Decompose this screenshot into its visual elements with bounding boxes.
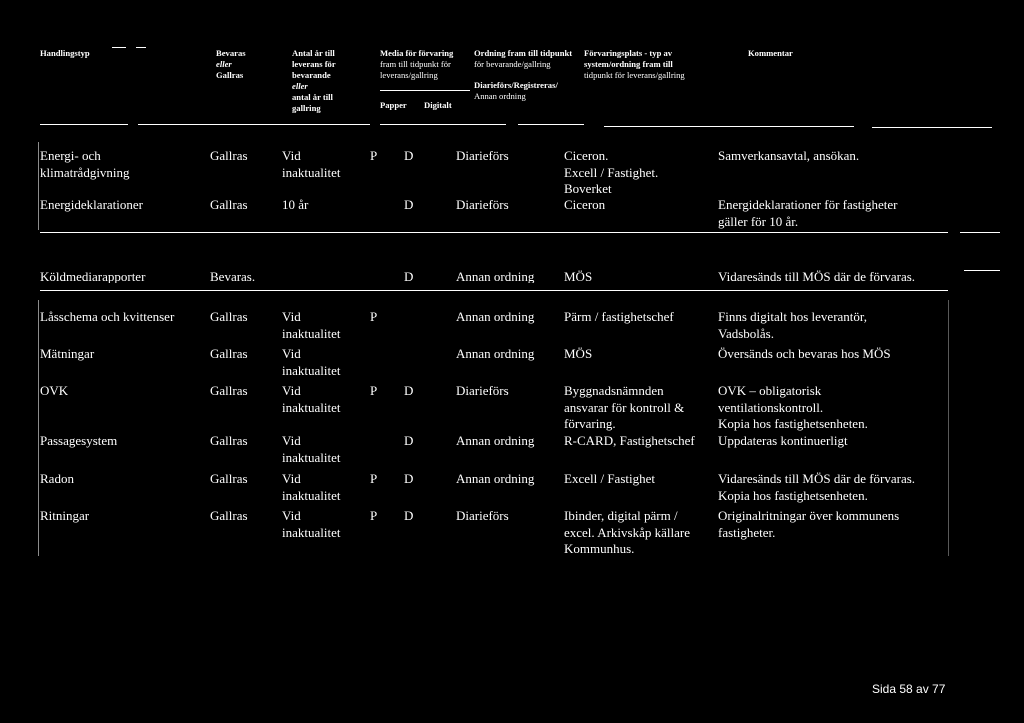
page-number: Sida 58 av 77 (872, 682, 946, 696)
row-doc-type: Mätningar (40, 346, 95, 361)
header-underline (518, 124, 584, 125)
row-years: Vid inaktualitet (282, 346, 341, 378)
row-clip (210, 263, 280, 283)
row-digital: D (404, 471, 414, 486)
header-keep-or-discard: Bevaras eller Gallras (216, 48, 246, 80)
header-underline (40, 124, 128, 125)
header-underline (604, 126, 854, 127)
row-order: Annan ordning (456, 433, 535, 448)
header-years-to-delivery: Antal år till leverans för bevarande eller antal år till gallring (292, 48, 336, 113)
row-doc-type: Låsschema och kvittenser (40, 309, 175, 324)
row-paper: P (370, 383, 378, 398)
row-storage: Ibinder, digital pärm / excel. Arkivskåp källare Kommunhus. (564, 508, 690, 556)
row-clip (404, 263, 444, 283)
row-digital: D (404, 148, 414, 163)
row-separator (40, 290, 948, 291)
row-storage: Ciceron. Excell / Fastighet. Boverket (564, 148, 659, 196)
row-order: Diarieförs (456, 148, 509, 163)
row-comment: Energideklarationer för fastigheter gäller för 10 år. (718, 197, 898, 229)
row-storage: Ciceron (564, 197, 606, 212)
row-clip (718, 263, 948, 283)
row-order: Annan ordning (456, 471, 535, 486)
row-comment: Uppdateras kontinuerligt (718, 433, 848, 448)
row-years: 10 år (282, 197, 309, 212)
row-doc-type: Radon (40, 471, 74, 486)
row-paper: P (370, 309, 378, 324)
row-years: Vid inaktualitet (282, 508, 341, 540)
row-doc-type: Energi- och klimatrådgivning (40, 148, 130, 180)
table-border (38, 300, 39, 556)
header-media-rule (380, 90, 470, 91)
row-comment: Vidaresänds till MÖS där de förvaras. (718, 269, 916, 283)
header-media: Media för förvaring fram till tidpunkt för leverans/gallring (380, 48, 454, 80)
header-underline (138, 124, 370, 125)
row-order: Diarieförs (456, 508, 509, 523)
header-media-digital: Digitalt (424, 100, 452, 110)
page-break-rule (40, 232, 948, 233)
row-keep: Gallras (210, 383, 248, 398)
row-paper: P (370, 508, 378, 523)
row-keep: Gallras (210, 346, 248, 361)
row-years: Vid inaktualitet (282, 309, 341, 341)
row-keep: Gallras (210, 508, 248, 523)
row-order: Annan ordning (456, 309, 535, 324)
row-comment: Översänds och bevaras hos MÖS (718, 346, 891, 361)
row-years: Vid inaktualitet (282, 148, 341, 180)
row-storage: Pärm / fastighetschef (564, 309, 674, 324)
header-dash (112, 47, 126, 48)
row-comment: Samverkansavtal, ansökan. (718, 148, 860, 163)
row-doc-type: Ritningar (40, 508, 90, 523)
header-doc-type: Handlingstyp (40, 48, 90, 58)
row-storage: R-CARD, Fastighetschef (564, 433, 695, 448)
row-comment: Originalritningar över kommunens fastigheter. (718, 508, 900, 540)
row-keep: Gallras (210, 433, 248, 448)
row-keep: Gallras (210, 309, 248, 324)
row-keep: Gallras (210, 471, 248, 486)
row-doc-type: OVK (40, 383, 69, 398)
row-years: Vid inaktualitet (282, 383, 341, 415)
row-storage: MÖS (564, 346, 593, 361)
row-digital: D (404, 269, 414, 283)
row-doc-type: Passagesystem (40, 433, 118, 448)
row-keep: Gallras (210, 197, 248, 212)
row-clip (456, 263, 556, 283)
row-paper: P (370, 471, 378, 486)
row-digital: D (404, 383, 414, 398)
row-years: Vid inaktualitet (282, 433, 341, 465)
row-digital: D (404, 433, 414, 448)
page-break-rule (964, 270, 1000, 271)
row-comment: OVK – obligatorisk ventilationskontroll. Kopia hos fastighetsenheten. (718, 383, 868, 431)
row-comment: Finns digitalt hos leverantör, Vadsbolås. (718, 309, 867, 341)
row-keep: Bevaras. (210, 269, 256, 283)
header-underline (380, 124, 506, 125)
row-order: Annan ordning (456, 269, 535, 283)
header-media-paper: Papper (380, 100, 407, 110)
page-break-rule (960, 232, 1000, 233)
table-border (948, 300, 949, 556)
row-comment: Vidaresänds till MÖS där de förvaras. Kopia hos fastighetsenheten. (718, 471, 916, 503)
row-order: Diarieförs (456, 383, 509, 398)
row-clip (564, 263, 664, 283)
row-order: Diarieförs (456, 197, 509, 212)
header-storage: Förvaringsplats - typ av system/ordning fram till tidpunkt för leverans/gallring (584, 48, 685, 80)
row-keep: Gallras (210, 148, 248, 163)
row-doc-type: Köldmediarapporter (40, 269, 146, 283)
row-storage: Byggnadsnämnden ansvarar för kontroll & förvaring. (564, 383, 685, 431)
row-doc-type: Energideklarationer (40, 197, 143, 212)
row-years: Vid inaktualitet (282, 471, 341, 503)
row-storage: MÖS (564, 269, 593, 283)
row-order: Annan ordning (456, 346, 535, 361)
row-digital: D (404, 197, 414, 212)
header-ordering-types: Diarieförs/Registreras/ Annan ordning (474, 80, 558, 101)
row-digital: D (404, 508, 414, 523)
table-border (38, 142, 39, 230)
header-dash (136, 47, 146, 48)
header-comment: Kommentar (748, 48, 793, 58)
header-underline (872, 127, 992, 128)
row-paper: P (370, 148, 378, 163)
row-storage: Excell / Fastighet (564, 471, 655, 486)
header-ordering: Ordning fram till tidpunkt för bevarande/gallring (474, 48, 573, 69)
